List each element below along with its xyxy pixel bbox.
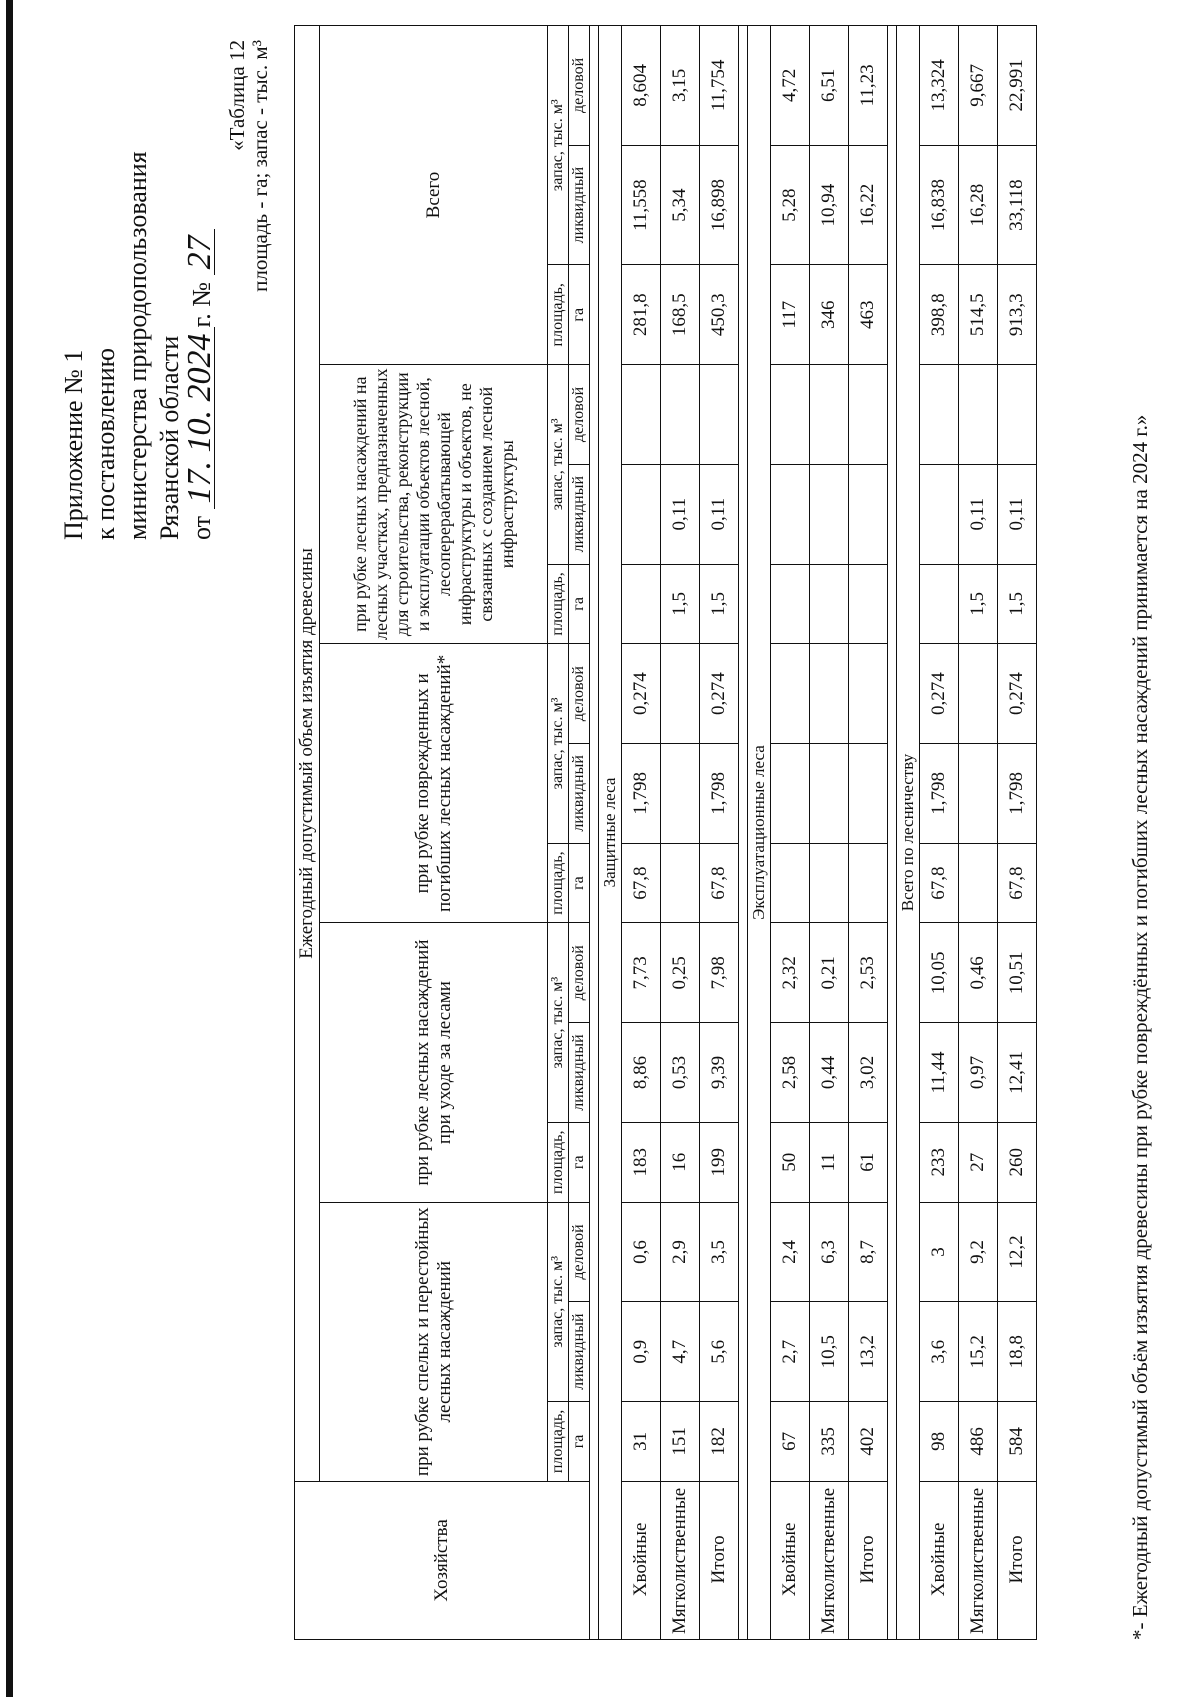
value-cell: 12,2 xyxy=(998,1202,1037,1302)
col-group-total: Всего xyxy=(320,26,548,365)
value-cell xyxy=(661,743,700,843)
table-units: площадь - га; запас - тыс. м³ xyxy=(248,40,272,292)
value-cell: 3,15 xyxy=(661,26,700,146)
table-row xyxy=(810,26,849,1640)
value-cell: 18,8 xyxy=(998,1302,1037,1402)
value-cell xyxy=(771,843,810,923)
value-cell: 233 xyxy=(920,1122,959,1202)
section-title: Защитные леса xyxy=(599,26,622,1640)
value-cell: 1,798 xyxy=(622,743,661,843)
farm-cell: Мягколиственные xyxy=(661,1481,700,1639)
farm-cell: Итого xyxy=(849,1481,888,1639)
scan-edge xyxy=(6,0,13,1697)
value-cell: 67,8 xyxy=(622,843,661,923)
value-cell: 182 xyxy=(700,1402,739,1482)
value-cell: 13,2 xyxy=(849,1302,888,1402)
section-title: Эксплуатационные леса xyxy=(748,26,771,1640)
value-cell xyxy=(810,564,849,644)
value-cell: 151 xyxy=(661,1402,700,1482)
year-suffix: г. xyxy=(187,313,216,328)
value-cell xyxy=(810,464,849,564)
value-cell xyxy=(810,365,849,465)
value-cell: 0,11 xyxy=(998,464,1037,564)
value-cell: 0,274 xyxy=(920,644,959,744)
number-label: № xyxy=(187,281,216,307)
value-cell: 4,72 xyxy=(771,26,810,146)
handwritten-date: 17. 10. 2024 xyxy=(186,327,215,509)
value-cell: 67 xyxy=(771,1402,810,1482)
value-cell: 3,5 xyxy=(700,1202,739,1302)
farm-cell: Мягколиственные xyxy=(959,1481,998,1639)
rotated-landscape-content xyxy=(28,20,1158,1660)
area-unit: га xyxy=(569,564,590,644)
value-cell xyxy=(810,644,849,744)
appendix-header xyxy=(58,20,218,540)
value-cell: 463 xyxy=(849,265,888,365)
value-cell xyxy=(849,644,888,744)
table-row xyxy=(622,26,661,1640)
col-group-infrastructure: при рубке лесных насаждений на лесных участках, предназначенных для строительства, реконструкции и эксплуатации объектов лесной, лесоперерабатывающей инфраструктуры и объектов, не связанных с созданием лесной инфраструктуры xyxy=(320,365,548,644)
value-cell: 2,53 xyxy=(849,923,888,1023)
value-cell: 0,6 xyxy=(622,1202,661,1302)
value-cell xyxy=(622,564,661,644)
area-unit: га xyxy=(569,265,590,365)
section-title: Всего по лесничеству xyxy=(897,26,920,1640)
header-line-1: Приложение № 1 xyxy=(59,349,88,540)
value-cell xyxy=(959,365,998,465)
table-row xyxy=(700,26,739,1640)
value-cell: 16,22 xyxy=(849,145,888,265)
value-cell: 7,98 xyxy=(700,923,739,1023)
from-label: от xyxy=(187,515,216,540)
liquid-header: ликвидный xyxy=(569,464,590,564)
header-line-4: Рязанской области xyxy=(155,335,184,540)
value-cell: 33,118 xyxy=(998,145,1037,265)
value-cell: 0,21 xyxy=(810,923,849,1023)
value-cell: 3 xyxy=(920,1202,959,1302)
value-cell: 10,51 xyxy=(998,923,1037,1023)
value-cell: 0,11 xyxy=(959,464,998,564)
liquid-header: ликвидный xyxy=(569,145,590,265)
value-cell: 67,8 xyxy=(920,843,959,923)
value-cell xyxy=(771,644,810,744)
value-cell: 1,5 xyxy=(661,564,700,644)
area-header: площадь, xyxy=(548,1122,569,1202)
farm-cell: Мягколиственные xyxy=(810,1481,849,1639)
liquid-header: ликвидный xyxy=(569,1302,590,1402)
value-cell: 0,274 xyxy=(998,644,1037,744)
value-cell: 2,58 xyxy=(771,1023,810,1123)
value-cell xyxy=(849,365,888,465)
value-cell: 0,9 xyxy=(622,1302,661,1402)
table-row xyxy=(661,26,700,1640)
table-row xyxy=(959,26,998,1640)
value-cell: 31 xyxy=(622,1402,661,1482)
value-cell xyxy=(771,365,810,465)
value-cell xyxy=(622,365,661,465)
value-cell xyxy=(810,743,849,843)
value-cell: 10,94 xyxy=(810,145,849,265)
value-cell: 4,7 xyxy=(661,1302,700,1402)
value-cell xyxy=(849,843,888,923)
value-cell: 5,6 xyxy=(700,1302,739,1402)
value-cell: 2,32 xyxy=(771,923,810,1023)
value-cell xyxy=(771,464,810,564)
value-cell xyxy=(661,843,700,923)
business-header: деловой xyxy=(569,644,590,744)
value-cell: 12,41 xyxy=(998,1023,1037,1123)
col-group-mature: при рубке спелых и перестойных лесных насаждений xyxy=(320,1202,548,1481)
value-cell xyxy=(810,843,849,923)
value-cell: 9,667 xyxy=(959,26,998,146)
value-cell: 1,5 xyxy=(959,564,998,644)
value-cell xyxy=(920,365,959,465)
value-cell xyxy=(920,464,959,564)
business-header: деловой xyxy=(569,1202,590,1302)
value-cell: 1,798 xyxy=(700,743,739,843)
farm-cell: Итого xyxy=(700,1481,739,1639)
value-cell xyxy=(661,644,700,744)
value-cell: 1,5 xyxy=(998,564,1037,644)
value-cell: 0,25 xyxy=(661,923,700,1023)
table-row xyxy=(998,26,1037,1640)
table-body xyxy=(590,26,1037,1640)
value-cell: 6,51 xyxy=(810,26,849,146)
business-header: деловой xyxy=(569,26,590,146)
value-cell: 2,4 xyxy=(771,1202,810,1302)
spacer-row xyxy=(590,26,599,1640)
col-group-care: при рубке лесных насаждений при уходе за лесами xyxy=(320,923,548,1202)
spacer-row xyxy=(739,26,748,1640)
value-cell xyxy=(998,365,1037,465)
value-cell: 27 xyxy=(959,1122,998,1202)
value-cell: 1,798 xyxy=(920,743,959,843)
value-cell: 50 xyxy=(771,1122,810,1202)
farm-cell: Хвойные xyxy=(622,1481,661,1639)
value-cell: 0,274 xyxy=(622,644,661,744)
value-cell: 15,2 xyxy=(959,1302,998,1402)
liquid-header: ликвидный xyxy=(569,743,590,843)
value-cell: 11,23 xyxy=(849,26,888,146)
value-cell: 10,05 xyxy=(920,923,959,1023)
value-cell: 0,44 xyxy=(810,1023,849,1123)
area-unit: га xyxy=(569,1122,590,1202)
stock-header: запас, тыс. м³ xyxy=(548,923,569,1122)
timber-volume-table xyxy=(294,25,1037,1640)
area-unit: га xyxy=(569,843,590,923)
value-cell xyxy=(849,464,888,564)
value-cell: 7,73 xyxy=(622,923,661,1023)
value-cell xyxy=(771,564,810,644)
value-cell: 913,3 xyxy=(998,265,1037,365)
area-header: площадь, xyxy=(548,843,569,923)
liquid-header: ликвидный xyxy=(569,1023,590,1123)
header-line-2: к постановлению xyxy=(91,347,120,540)
value-cell: 168,5 xyxy=(661,265,700,365)
value-cell: 16,28 xyxy=(959,145,998,265)
value-cell: 335 xyxy=(810,1402,849,1482)
value-cell: 11,754 xyxy=(700,26,739,146)
value-cell: 11,558 xyxy=(622,145,661,265)
value-cell: 1,5 xyxy=(700,564,739,644)
value-cell: 11 xyxy=(810,1122,849,1202)
handwritten-number: 27 xyxy=(186,229,215,275)
value-cell: 67,8 xyxy=(700,843,739,923)
business-header: деловой xyxy=(569,923,590,1023)
value-cell: 402 xyxy=(849,1402,888,1482)
stock-header: запас, тыс. м³ xyxy=(548,1202,569,1401)
value-cell: 450,3 xyxy=(700,265,739,365)
value-cell: 0,46 xyxy=(959,923,998,1023)
value-cell xyxy=(959,843,998,923)
footnote: *- Ежегодный допустимый объём изъятия древесины при рубке повреждённых и погибших лесных насаждений принимается на 2024 г.» xyxy=(1128,414,1152,1640)
value-cell: 67,8 xyxy=(998,843,1037,923)
value-cell xyxy=(661,365,700,465)
value-cell: 5,28 xyxy=(771,145,810,265)
value-cell: 199 xyxy=(700,1122,739,1202)
area-unit: га xyxy=(569,1402,590,1482)
value-cell: 584 xyxy=(998,1402,1037,1482)
value-cell: 13,324 xyxy=(920,26,959,146)
header-line-3: министерства природопользования xyxy=(123,151,152,540)
value-cell: 0,97 xyxy=(959,1023,998,1123)
value-cell: 16,898 xyxy=(700,145,739,265)
value-cell xyxy=(959,644,998,744)
area-header: площадь, xyxy=(548,564,569,644)
table-title: «Таблица 12 xyxy=(225,40,249,151)
value-cell: 0,53 xyxy=(661,1023,700,1123)
value-cell: 3,6 xyxy=(920,1302,959,1402)
value-cell xyxy=(849,564,888,644)
table-row xyxy=(920,26,959,1640)
value-cell: 8,7 xyxy=(849,1202,888,1302)
table-row xyxy=(849,26,888,1640)
farm-cell: Хвойные xyxy=(920,1481,959,1639)
value-cell: 486 xyxy=(959,1402,998,1482)
value-cell xyxy=(959,743,998,843)
farm-cell: Итого xyxy=(998,1481,1037,1639)
area-header: площадь, xyxy=(548,265,569,365)
business-header: деловой xyxy=(569,365,590,465)
value-cell: 2,9 xyxy=(661,1202,700,1302)
value-cell: 398,8 xyxy=(920,265,959,365)
value-cell xyxy=(771,743,810,843)
stock-header: запас, тыс. м³ xyxy=(548,26,569,265)
value-cell: 6,3 xyxy=(810,1202,849,1302)
value-cell xyxy=(622,464,661,564)
col-main-header: Ежегодный допустимый объем изъятия древесины xyxy=(295,26,320,1482)
value-cell: 117 xyxy=(771,265,810,365)
value-cell xyxy=(700,365,739,465)
value-cell: 10,5 xyxy=(810,1302,849,1402)
table-row xyxy=(771,26,810,1640)
value-cell xyxy=(920,564,959,644)
farm-cell: Хвойные xyxy=(771,1481,810,1639)
value-cell: 3,02 xyxy=(849,1023,888,1123)
value-cell: 9,39 xyxy=(700,1023,739,1123)
header-date-line xyxy=(181,20,218,540)
value-cell: 346 xyxy=(810,265,849,365)
value-cell: 183 xyxy=(622,1122,661,1202)
spacer-row xyxy=(888,26,897,1640)
col-group-damaged: при рубке поврежденных и погибших лесных насаждений* xyxy=(320,644,548,923)
value-cell: 16,838 xyxy=(920,145,959,265)
stock-header: запас, тыс. м³ xyxy=(548,365,569,564)
value-cell: 16 xyxy=(661,1122,700,1202)
value-cell: 1,798 xyxy=(998,743,1037,843)
value-cell: 2,7 xyxy=(771,1302,810,1402)
value-cell: 8,86 xyxy=(622,1023,661,1123)
value-cell: 0,11 xyxy=(700,464,739,564)
value-cell: 8,604 xyxy=(622,26,661,146)
value-cell: 9,2 xyxy=(959,1202,998,1302)
col-farm-header: Хозяйства xyxy=(295,1481,590,1639)
value-cell: 11,44 xyxy=(920,1023,959,1123)
stock-header: запас, тыс. м³ xyxy=(548,644,569,843)
value-cell: 22,991 xyxy=(998,26,1037,146)
value-cell xyxy=(849,743,888,843)
value-cell: 514,5 xyxy=(959,265,998,365)
value-cell: 61 xyxy=(849,1122,888,1202)
area-header: площадь, xyxy=(548,1402,569,1482)
value-cell: 0,274 xyxy=(700,644,739,744)
value-cell: 98 xyxy=(920,1402,959,1482)
table-caption xyxy=(226,40,272,292)
value-cell: 0,11 xyxy=(661,464,700,564)
value-cell: 5,34 xyxy=(661,145,700,265)
value-cell: 281,8 xyxy=(622,265,661,365)
value-cell: 260 xyxy=(998,1122,1037,1202)
